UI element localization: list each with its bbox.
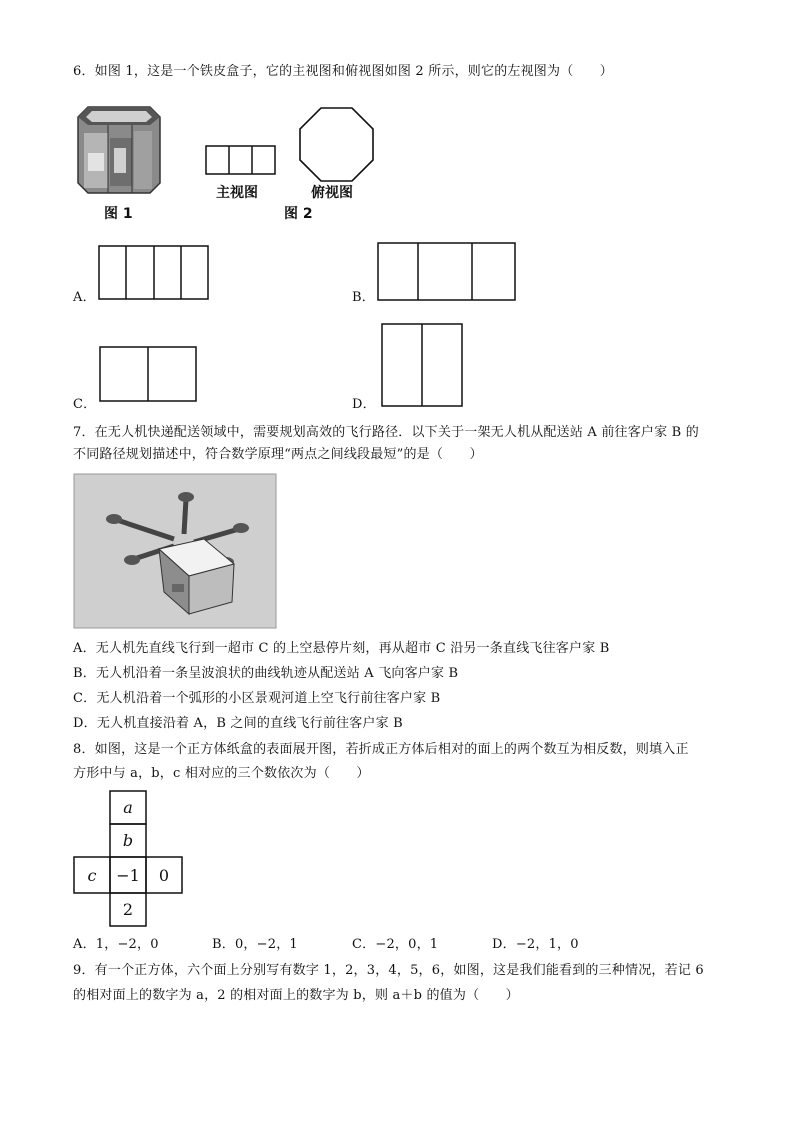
q6-option-c-figure[interactable]	[99, 346, 198, 403]
q6-option-b-figure[interactable]	[377, 242, 517, 301]
q6-option-c-letter[interactable]: C．	[73, 397, 97, 412]
fig1-label: 图 1	[104, 206, 133, 222]
q6-option-d-letter[interactable]: D．	[352, 397, 376, 412]
q7-stem-line1: 7．在无人机快递配送领域中，需要规划高效的飞行路径．以下关于一架无人机从配送站 A 前往客户家 B 的	[73, 425, 699, 440]
q6-option-a-letter[interactable]: A．	[73, 290, 96, 305]
net-cell-right: 0	[158, 866, 170, 885]
net-cell-a: a	[123, 798, 133, 817]
q7-option-d[interactable]: D．无人机直接沿着 A，B 之间的直线飞行前往客户家 B	[73, 716, 403, 731]
q8-stem-line1: 8．如图，这是一个正方体纸盒的表面展开图，若折成正方体后相对的面上的两个数互为相反数，则填入正	[73, 742, 689, 757]
q9-stem-line1: 9．有一个正方体，六个面上分别写有数字 1，2，3，4，5，6，如图，这是我们能看到的三种情况，若记 6	[73, 963, 704, 978]
net-cell-c: c	[87, 866, 97, 885]
q8-option-c[interactable]: C．−2，0，1	[352, 937, 439, 952]
q7-stem-line2: 不同路径规划描述中，符合数学原理“两点之间线段最短”的是（ ）	[73, 447, 483, 462]
fig2-label: 图 2	[284, 206, 313, 222]
q6-stem: 6．如图 1，这是一个铁皮盒子，它的主视图和俯视图如图 2 所示，则它的左视图为（ ）	[73, 64, 614, 79]
q6-option-d-figure[interactable]	[381, 323, 464, 408]
net-cell-b: b	[122, 831, 134, 850]
q8-stem-line2: 方形中与 a，b，c 相对应的三个数依次为（ ）	[73, 766, 370, 781]
top-view-octagon	[299, 107, 374, 182]
front-view-label: 主视图	[216, 185, 258, 201]
q6-option-b-letter[interactable]: B．	[352, 290, 375, 305]
q9-stem-line2: 的相对面上的数字为 a，2 的相对面上的数字为 b，则 a＋b 的值为（ ）	[73, 988, 519, 1003]
q8-option-d[interactable]: D．−2，1，0	[492, 937, 579, 952]
tin-box-photo	[74, 103, 164, 198]
cube-net-figure	[73, 790, 185, 928]
q6-option-a-figure[interactable]	[98, 245, 210, 300]
top-view-label: 俯视图	[311, 185, 353, 201]
q7-option-a[interactable]: A．无人机先直线飞行到一超市 C 的上空悬停片刻，再从超市 C 沿另一条直线飞往客户家 B	[73, 641, 610, 656]
q8-option-a[interactable]: A．1，−2，0	[73, 937, 159, 952]
q8-option-b[interactable]: B．0，−2，1	[212, 937, 298, 952]
drone-photo	[74, 474, 276, 628]
q7-option-c[interactable]: C．无人机沿着一个弧形的小区景观河道上空飞行前往客户家 B	[73, 691, 441, 706]
net-cell-center: −1	[116, 866, 140, 885]
q7-option-b[interactable]: B．无人机沿着一条呈波浪状的曲线轨迹从配送站 A 飞向客户家 B	[73, 666, 459, 681]
net-cell-bottom: 2	[122, 900, 134, 919]
front-view-figure	[205, 145, 277, 175]
